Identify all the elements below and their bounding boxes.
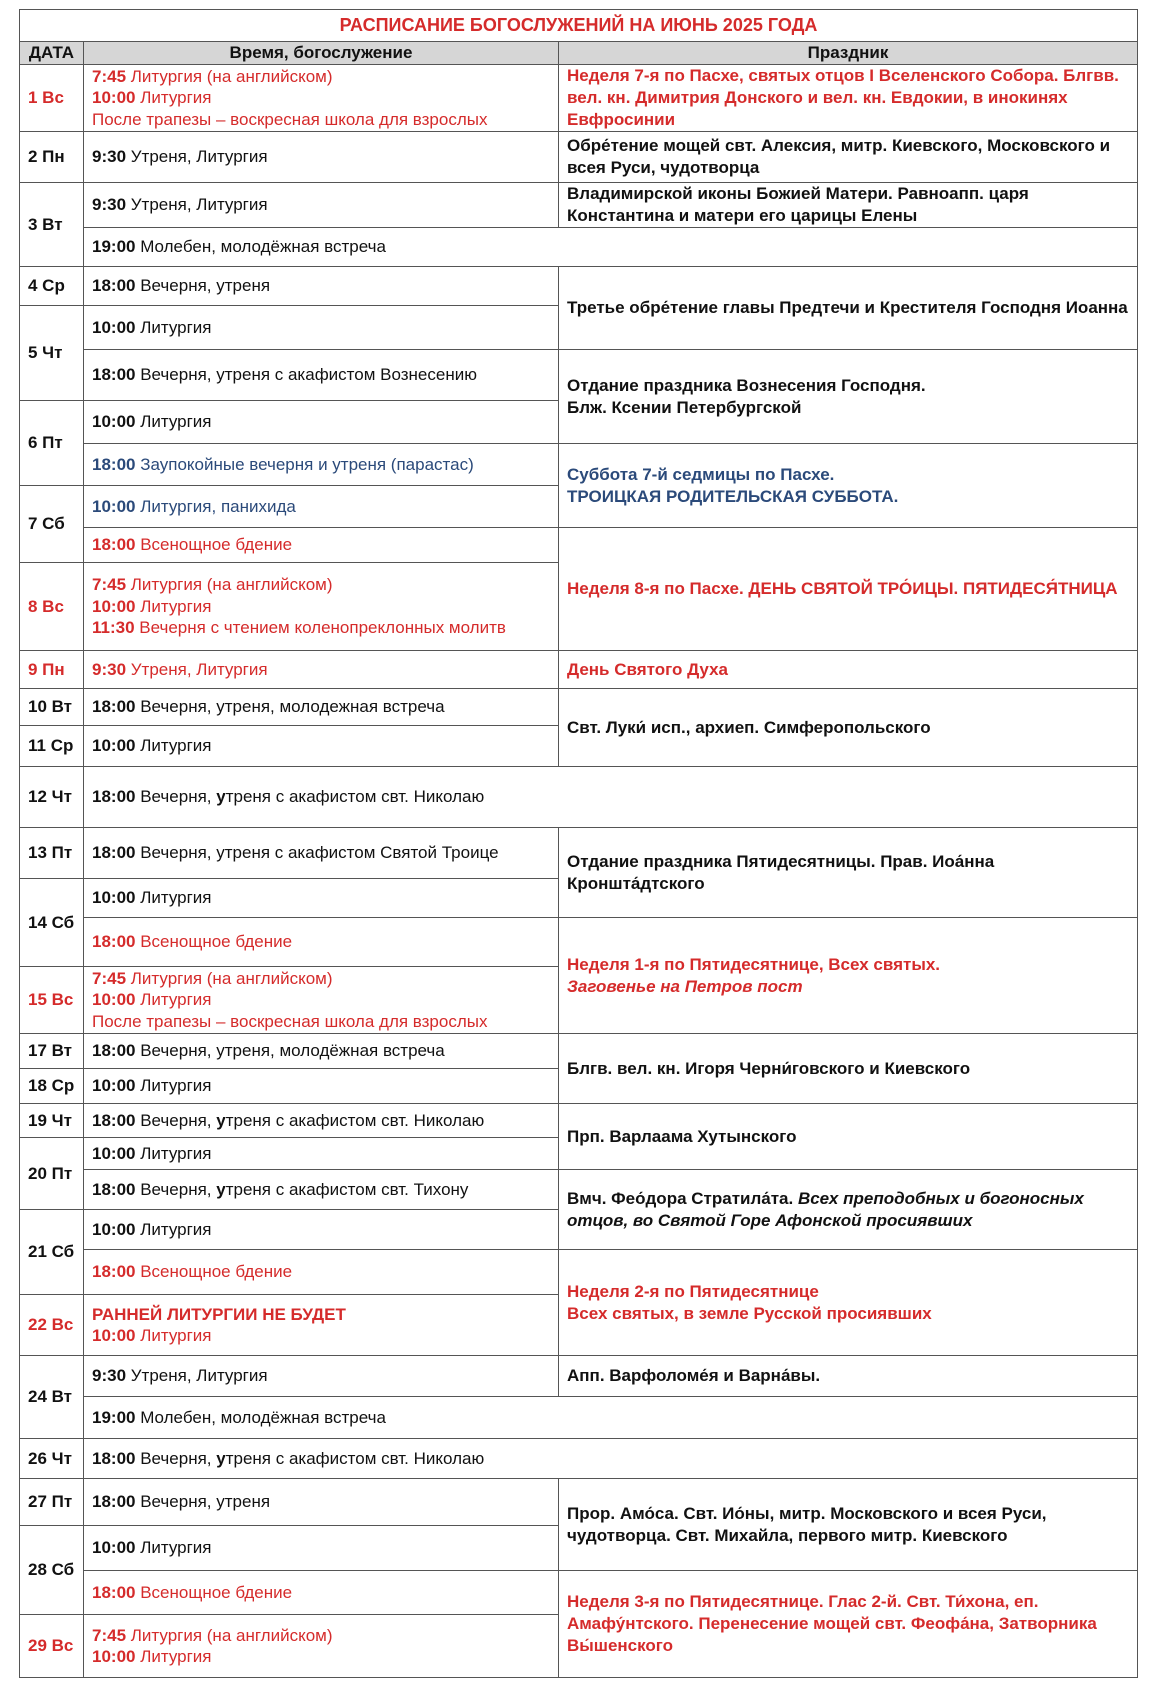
feast-cell	[559, 918, 1138, 1034]
service-time: 7:45	[92, 66, 127, 86]
service-name: Вечерня, утреня с акафистом Святой Троице	[135, 843, 499, 863]
service-time: 18:00	[92, 1582, 136, 1602]
date-cell: 17 Вт	[20, 1034, 84, 1069]
table-row	[20, 689, 1138, 726]
column-header-feast: Праздник	[559, 42, 1138, 65]
service-cell	[84, 918, 559, 967]
service-cell	[84, 1034, 559, 1069]
column-header-date: ДАТА	[20, 42, 84, 65]
table-row	[20, 1170, 1138, 1210]
table-row	[20, 1479, 1138, 1526]
service-name: Литургия (на английском)	[126, 66, 333, 86]
header-row	[20, 42, 1138, 65]
service-time: 10:00	[92, 990, 136, 1010]
feast-line: Всех преподобных и богоносных отцов, во Святой Горе Афонской просиявших	[567, 1188, 1084, 1230]
service-name: Вечерня, утреня	[135, 276, 271, 296]
service-time: 18:00	[92, 1492, 136, 1512]
service-cell	[84, 1104, 559, 1138]
service-time: 10:00	[92, 888, 136, 908]
service-name: Вечерня, утреня, молодёжная встреча	[135, 1041, 445, 1061]
service-name: треня с акафистом свт. Николаю	[225, 1110, 485, 1130]
service-name-bold: у	[216, 787, 226, 807]
service-name: Утреня, Литургия	[126, 195, 268, 215]
service-cell	[84, 651, 559, 689]
service-name: Литургия	[135, 1076, 212, 1096]
service-name: Вечерня,	[135, 1110, 217, 1130]
table-row	[20, 918, 1138, 967]
date-cell: 5 Чт	[20, 306, 84, 401]
service-time: 19:00	[92, 237, 136, 257]
service-name: Утреня, Литургия	[126, 1366, 268, 1386]
feast-cell: Обре́тение мощей свт. Алексия, митр. Киевского, Московского и всея Руси, чудотворца	[559, 132, 1138, 183]
service-cell	[84, 65, 559, 132]
feast-line: Заговенье на Петров пост	[567, 976, 803, 996]
feast-cell	[559, 350, 1138, 444]
service-name: Литургия (на английском)	[126, 575, 333, 595]
service-notice: РАННЕЙ ЛИТУРГИИ НЕ БУДЕТ	[92, 1304, 346, 1324]
service-cell	[84, 1170, 559, 1210]
service-time: 18:00	[92, 697, 136, 717]
table-row	[20, 132, 1138, 183]
service-cell	[84, 1526, 559, 1571]
feast-cell: День Святого Духа	[559, 651, 1138, 689]
service-time: 9:30	[92, 659, 127, 679]
service-cell	[84, 967, 559, 1034]
table-row	[20, 651, 1138, 689]
service-name: Вечерня, утреня, молодежная встреча	[135, 697, 445, 717]
service-time: 10:00	[92, 736, 136, 756]
service-name: Вечерня,	[135, 787, 217, 807]
table-row	[20, 1250, 1138, 1295]
table-row	[20, 1356, 1138, 1397]
date-cell: 21 Сб	[20, 1210, 84, 1295]
date-cell: 12 Чт	[20, 767, 84, 828]
date-cell: 15 Вс	[20, 967, 84, 1034]
service-cell	[84, 1210, 559, 1250]
service-name: Литургия	[135, 317, 212, 337]
service-name-bold: у	[216, 1179, 226, 1199]
feast-cell: Неделя 7-я по Пасхе, святых отцов I Вселенского Собора. Блгвв. вел. кн. Димитрия Донского и вел. кн. Евдокии, в инокинях Евфросинии	[559, 65, 1138, 132]
feast-line: Неделя 2-я по Пятидесятнице	[567, 1281, 819, 1301]
service-time: 18:00	[92, 1110, 136, 1130]
service-time: 18:00	[92, 1448, 136, 1468]
service-cell	[84, 267, 559, 306]
date-cell: 11 Ср	[20, 726, 84, 767]
feast-cell: Свт. Луки́ исп., архиеп. Симферопольского	[559, 689, 1138, 767]
table-row	[20, 1104, 1138, 1138]
date-cell: 9 Пн	[20, 651, 84, 689]
service-time: 10:00	[92, 88, 136, 108]
service-name: Литургия	[135, 1326, 212, 1345]
service-cell	[84, 1397, 1138, 1439]
service-cell	[84, 228, 1138, 267]
table-row	[20, 1034, 1138, 1069]
feast-cell: Неделя 8-я по Пасхе. ДЕНЬ СВЯТОЙ ТРО́ИЦЫ. ПЯТИДЕСЯ́ТНИЦА	[559, 528, 1138, 651]
table-row	[20, 767, 1138, 828]
service-name: Литургия	[135, 1647, 212, 1666]
feast-line: Отдание праздника Вознесения Господня.	[567, 375, 926, 395]
title-row	[20, 10, 1138, 42]
service-cell	[84, 1479, 559, 1526]
table-row	[20, 65, 1138, 132]
feast-cell: Отдание праздника Пятидесятницы. Прав. Иоа́нна Кроншта́дтского	[559, 828, 1138, 918]
service-time: 19:00	[92, 1407, 136, 1427]
service-time: 10:00	[92, 1076, 136, 1096]
date-cell: 20 Пт	[20, 1138, 84, 1210]
service-time: 11:30	[92, 618, 135, 638]
table-row	[20, 1439, 1138, 1479]
service-time: 7:45	[92, 1625, 127, 1645]
service-name: Литургия, панихида	[135, 496, 296, 516]
service-cell	[84, 486, 559, 528]
service-time: 18:00	[92, 365, 136, 385]
service-name: Литургия (на английском)	[126, 968, 333, 988]
service-name: Вечерня,	[135, 1448, 217, 1468]
service-time: 9:30	[92, 1366, 127, 1386]
service-name: Литургия	[135, 1538, 212, 1558]
service-name: Вечерня, утреня с акафистом Вознесению	[135, 365, 477, 385]
service-cell	[84, 306, 559, 350]
service-cell	[84, 444, 559, 486]
service-name: Молебен, молодёжная встреча	[135, 1407, 386, 1427]
service-name-bold: у	[216, 1448, 226, 1468]
service-time: 10:00	[92, 317, 136, 337]
service-cell	[84, 401, 559, 444]
service-name: Всенощное бдение	[135, 932, 293, 952]
table-row	[20, 267, 1138, 306]
service-name: Вечерня, утреня	[135, 1492, 271, 1512]
table-row	[20, 350, 1138, 401]
date-cell: 7 Сб	[20, 486, 84, 563]
table-row	[20, 444, 1138, 486]
service-time: 18:00	[92, 535, 136, 555]
service-cell	[84, 828, 559, 879]
service-time: 18:00	[92, 1262, 136, 1282]
service-time: 18:00	[92, 843, 136, 863]
service-cell	[84, 1069, 559, 1104]
feast-cell	[559, 444, 1138, 528]
service-name: треня с акафистом свт. Николаю	[225, 1448, 485, 1468]
service-name: Литургия	[135, 412, 212, 432]
date-cell: 29 Вс	[20, 1615, 84, 1678]
service-name: Молебен, молодёжная встреча	[135, 237, 386, 257]
service-time: 9:30	[92, 195, 127, 215]
service-time: 10:00	[92, 1219, 136, 1239]
service-cell	[84, 1571, 559, 1615]
service-time: 18:00	[92, 276, 136, 296]
date-cell: 19 Чт	[20, 1104, 84, 1138]
date-cell: 27 Пт	[20, 1479, 84, 1526]
date-cell: 3 Вт	[20, 183, 84, 267]
service-name: Литургия	[135, 1219, 212, 1239]
date-cell: 13 Пт	[20, 828, 84, 879]
service-name: Всенощное бдение	[135, 535, 293, 555]
service-cell	[84, 1356, 559, 1397]
service-name-bold: у	[216, 1110, 226, 1130]
table-row	[20, 528, 1138, 563]
feast-cell: Прп. Варлаама Хутынского	[559, 1104, 1138, 1170]
service-time: 18:00	[92, 1179, 136, 1199]
feast-line: Всех святых, в земле Русской просиявших	[567, 1303, 932, 1323]
service-cell	[84, 1615, 559, 1678]
date-cell: 10 Вт	[20, 689, 84, 726]
service-time: 7:45	[92, 968, 127, 988]
service-cell	[84, 1250, 559, 1295]
service-name: треня с акафистом свт. Николаю	[225, 787, 485, 807]
service-time: 18:00	[92, 1041, 136, 1061]
feast-cell	[559, 1170, 1138, 1250]
service-time: 10:00	[92, 1326, 136, 1345]
date-cell: 22 Вс	[20, 1295, 84, 1356]
feast-line: Вмч. Фео́дора Стратила́та.	[567, 1188, 798, 1208]
column-header-service: Время, богослужение	[84, 42, 559, 65]
date-cell: 26 Чт	[20, 1439, 84, 1479]
service-cell	[84, 767, 1138, 828]
service-name: Литургия	[135, 88, 212, 108]
service-name: Утреня, Литургия	[126, 147, 268, 167]
feast-line: Суббота 7-й седмицы по Пасхе.	[567, 464, 835, 484]
schedule-table	[19, 9, 1138, 1678]
service-time: 10:00	[92, 1143, 136, 1163]
feast-cell: Апп. Варфоломе́я и Варна́вы.	[559, 1356, 1138, 1397]
service-cell	[84, 879, 559, 918]
feast-cell: Владимирской иконы Божией Матери. Равноапп. царя Константина и матери его царицы Елены	[559, 183, 1138, 228]
service-name: Всенощное бдение	[135, 1582, 293, 1602]
service-cell	[84, 1138, 559, 1170]
date-cell: 24 Вт	[20, 1356, 84, 1439]
date-cell: 18 Ср	[20, 1069, 84, 1104]
service-name: Вечерня,	[135, 1179, 217, 1199]
feast-line: ТРОИЦКАЯ РОДИТЕЛЬСКАЯ СУББОТА.	[567, 486, 899, 506]
feast-cell	[559, 1250, 1138, 1356]
date-cell: 8 Вс	[20, 563, 84, 651]
service-name: Утреня, Литургия	[126, 659, 268, 679]
service-cell	[84, 726, 559, 767]
service-cell	[84, 350, 559, 401]
service-cell	[84, 1439, 1138, 1479]
feast-line: Блж. Ксении Петербургской	[567, 397, 802, 417]
date-cell: 28 Сб	[20, 1526, 84, 1615]
service-time: 10:00	[92, 1647, 136, 1666]
table-row	[20, 1397, 1138, 1439]
date-cell: 4 Ср	[20, 267, 84, 306]
service-name: Литургия	[135, 736, 212, 756]
service-cell	[84, 689, 559, 726]
service-cell	[84, 563, 559, 651]
service-time: 18:00	[92, 454, 136, 474]
service-note: После трапезы – воскресная школа для взрослых	[92, 109, 488, 129]
service-time: 18:00	[92, 932, 136, 952]
feast-cell: Прор. Амо́са. Свт. Ио́ны, митр. Московского и всея Руси, чудотворца. Свт. Михайла, первого митр. Киевского	[559, 1479, 1138, 1571]
service-time: 9:30	[92, 147, 127, 167]
table-row	[20, 828, 1138, 879]
service-cell	[84, 183, 559, 228]
service-name: Всенощное бдение	[135, 1262, 293, 1282]
service-name: Литургия	[135, 1143, 212, 1163]
service-time: 10:00	[92, 596, 136, 616]
service-name: Литургия	[135, 888, 212, 908]
service-cell	[84, 528, 559, 563]
table-row	[20, 228, 1138, 267]
service-time: 10:00	[92, 496, 136, 516]
service-name: Литургия	[135, 990, 212, 1010]
service-name: Литургия	[135, 596, 212, 616]
service-name: Литургия (на английском)	[126, 1625, 333, 1645]
service-name: треня с акафистом свт. Тихону	[225, 1179, 469, 1199]
service-time: 10:00	[92, 412, 136, 432]
feast-cell: Неделя 3-я по Пятидесятнице. Глас 2-й. Свт. Ти́хона, еп. Амафу́нтского. Перенесение мощей свт. Феофа́на, Затворника Вы́шенского	[559, 1571, 1138, 1678]
service-cell	[84, 1295, 559, 1356]
date-cell: 14 Сб	[20, 879, 84, 967]
service-note: После трапезы – воскресная школа для взрослых	[92, 1011, 488, 1031]
date-cell: 1 Вс	[20, 65, 84, 132]
feast-cell: Третье обре́тение главы Предтечи и Крестителя Господня Иоанна	[559, 267, 1138, 350]
service-name: Вечерня с чтением коленопреклонных молитв	[134, 618, 506, 638]
date-cell: 2 Пн	[20, 132, 84, 183]
service-time: 10:00	[92, 1538, 136, 1558]
table-row	[20, 183, 1138, 228]
service-time: 7:45	[92, 575, 127, 595]
service-cell	[84, 132, 559, 183]
service-name: Заупокойные вечерня и утреня (парастас)	[135, 454, 474, 474]
feast-line: Неделя 1-я по Пятидесятнице, Всех святых.	[567, 954, 941, 974]
feast-cell: Блгв. вел. кн. Игоря Черни́говского и Киевского	[559, 1034, 1138, 1104]
table-row	[20, 1571, 1138, 1615]
service-time: 18:00	[92, 787, 136, 807]
date-cell: 6 Пт	[20, 401, 84, 486]
page-title: РАСПИСАНИЕ БОГОСЛУЖЕНИЙ НА ИЮНЬ 2025 ГОДА	[20, 10, 1138, 42]
